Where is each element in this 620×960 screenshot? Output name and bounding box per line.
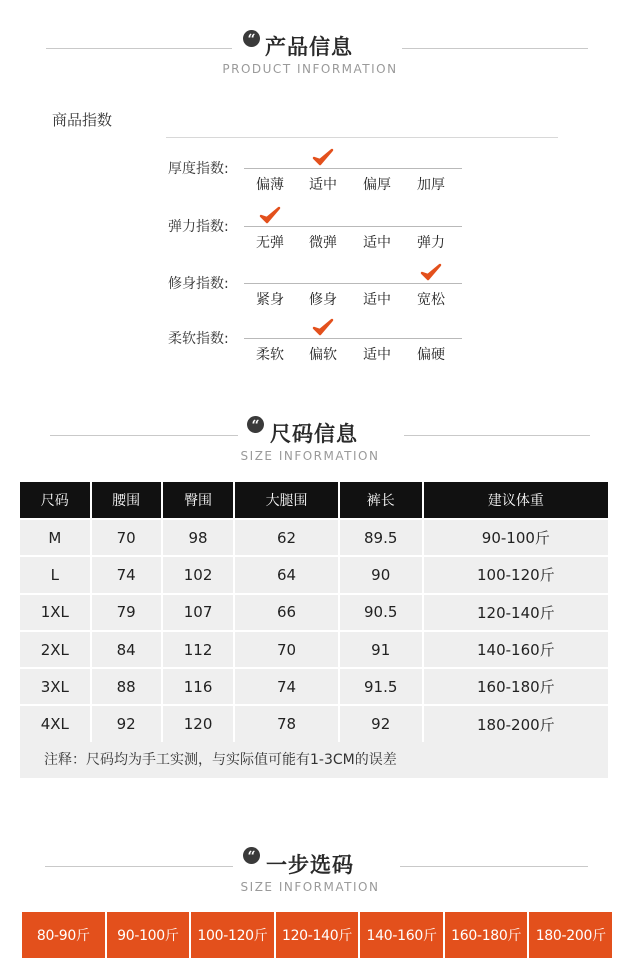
table-cell: 160-180斤 — [424, 667, 608, 704]
quote-mark-icon: “ — [243, 30, 260, 47]
table-cell: 90 — [340, 555, 424, 592]
header-line-right — [400, 866, 588, 867]
header-line-right — [402, 48, 588, 49]
index-option: 偏硬 — [417, 347, 445, 363]
index-option: 加厚 — [417, 177, 445, 193]
table-header-cell: 尺码 — [20, 482, 92, 518]
table-cell: 92 — [92, 704, 163, 741]
index-scale-line — [244, 338, 462, 339]
section-subtitle: SIZE INFORMATION — [240, 880, 380, 894]
quote-mark-icon: “ — [247, 416, 264, 433]
check-mark-icon — [312, 318, 334, 336]
weight-chip[interactable]: 160-180斤 — [445, 912, 528, 958]
header-line-right — [404, 435, 590, 436]
index-label: 柔软指数: — [168, 331, 229, 347]
index-scale-line — [244, 283, 462, 284]
table-cell: 116 — [163, 667, 236, 704]
table-cell: 84 — [92, 630, 163, 667]
index-title: 商品指数 — [52, 111, 113, 129]
table-row — [20, 667, 608, 704]
table-cell: 98 — [163, 518, 236, 555]
table-cell: 4XL — [20, 704, 92, 741]
check-mark-icon — [312, 148, 334, 166]
table-cell: 92 — [340, 704, 424, 741]
section-title: 产品信息 — [265, 35, 353, 59]
table-cell: 120 — [163, 704, 236, 741]
index-row — [0, 273, 620, 323]
table-header-cell: 建议体重 — [424, 482, 608, 518]
weight-chip[interactable]: 120-140斤 — [276, 912, 359, 958]
index-label: 厚度指数: — [168, 161, 229, 177]
table-cell: 70 — [92, 518, 163, 555]
index-row — [0, 158, 620, 208]
index-scale-line — [244, 168, 462, 169]
index-divider — [166, 137, 558, 138]
table-cell: 2XL — [20, 630, 92, 667]
index-option: 适中 — [363, 347, 391, 363]
section-subtitle: SIZE INFORMATION — [240, 449, 380, 463]
table-cell: 112 — [163, 630, 236, 667]
check-mark-icon — [259, 206, 281, 224]
table-cell: 70 — [235, 630, 339, 667]
table-cell: 64 — [235, 555, 339, 592]
table-cell: L — [20, 555, 92, 592]
section-subtitle: PRODUCT INFORMATION — [222, 62, 398, 76]
table-cell: 88 — [92, 667, 163, 704]
table-cell: 74 — [92, 555, 163, 592]
table-cell: 1XL — [20, 593, 92, 630]
table-cell: 102 — [163, 555, 236, 592]
index-option: 适中 — [309, 177, 337, 193]
header-line-left — [50, 435, 238, 436]
table-row — [20, 593, 608, 630]
size-select-header — [0, 846, 620, 906]
table-header-row — [20, 482, 608, 518]
table-cell: 91.5 — [340, 667, 424, 704]
table-cell: 78 — [235, 704, 339, 741]
measurement-note: 注释：尺码均为手工实测，与实际值可能有1-3CM的误差 — [20, 742, 608, 778]
table-header-cell: 臀围 — [163, 482, 236, 518]
table-cell: 100-120斤 — [424, 555, 608, 592]
table-cell: 107 — [163, 593, 236, 630]
table-cell: 79 — [92, 593, 163, 630]
size-table — [20, 482, 608, 742]
table-cell: 120-140斤 — [424, 593, 608, 630]
index-label: 修身指数: — [168, 276, 229, 292]
section-title: 尺码信息 — [270, 422, 358, 446]
table-cell: 89.5 — [340, 518, 424, 555]
table-cell: 3XL — [20, 667, 92, 704]
index-option: 偏厚 — [363, 177, 391, 193]
index-option: 适中 — [363, 292, 391, 308]
table-row — [20, 630, 608, 667]
table-cell: 140-160斤 — [424, 630, 608, 667]
table-cell: 91 — [340, 630, 424, 667]
index-option: 弹力 — [417, 235, 445, 251]
header-line-left — [46, 48, 232, 49]
check-mark-icon — [420, 263, 442, 281]
index-scale-line — [244, 226, 462, 227]
index-option: 偏薄 — [256, 177, 284, 193]
table-cell: M — [20, 518, 92, 555]
index-row — [0, 328, 620, 378]
index-label: 弹力指数: — [168, 219, 229, 235]
weight-chip[interactable]: 140-160斤 — [360, 912, 443, 958]
index-option: 宽松 — [417, 292, 445, 308]
header-line-left — [45, 866, 233, 867]
index-option: 修身 — [309, 292, 337, 308]
product-info-header — [0, 28, 620, 88]
index-option: 无弹 — [256, 235, 284, 251]
table-cell: 66 — [235, 593, 339, 630]
weight-chip[interactable]: 100-120斤 — [191, 912, 274, 958]
weight-chip-bar — [22, 912, 612, 958]
table-row — [20, 518, 608, 555]
table-cell: 90.5 — [340, 593, 424, 630]
table-cell: 90-100斤 — [424, 518, 608, 555]
index-option: 偏软 — [309, 347, 337, 363]
table-cell: 74 — [235, 667, 339, 704]
table-cell: 180-200斤 — [424, 704, 608, 741]
weight-chip[interactable]: 90-100斤 — [107, 912, 190, 958]
weight-chip[interactable]: 180-200斤 — [529, 912, 612, 958]
index-option: 适中 — [363, 235, 391, 251]
table-row — [20, 555, 608, 592]
table-cell: 62 — [235, 518, 339, 555]
index-option: 紧身 — [256, 292, 284, 308]
size-info-header — [0, 414, 620, 474]
index-option: 柔软 — [256, 347, 284, 363]
table-header-cell: 大腿围 — [235, 482, 339, 518]
index-option: 微弹 — [309, 235, 337, 251]
index-row — [0, 216, 620, 266]
table-header-cell: 裤长 — [340, 482, 424, 518]
section-title: 一步选码 — [266, 853, 354, 877]
table-row — [20, 704, 608, 741]
quote-mark-icon: “ — [243, 847, 260, 864]
weight-chip[interactable]: 80-90斤 — [22, 912, 105, 958]
table-header-cell: 腰围 — [92, 482, 163, 518]
